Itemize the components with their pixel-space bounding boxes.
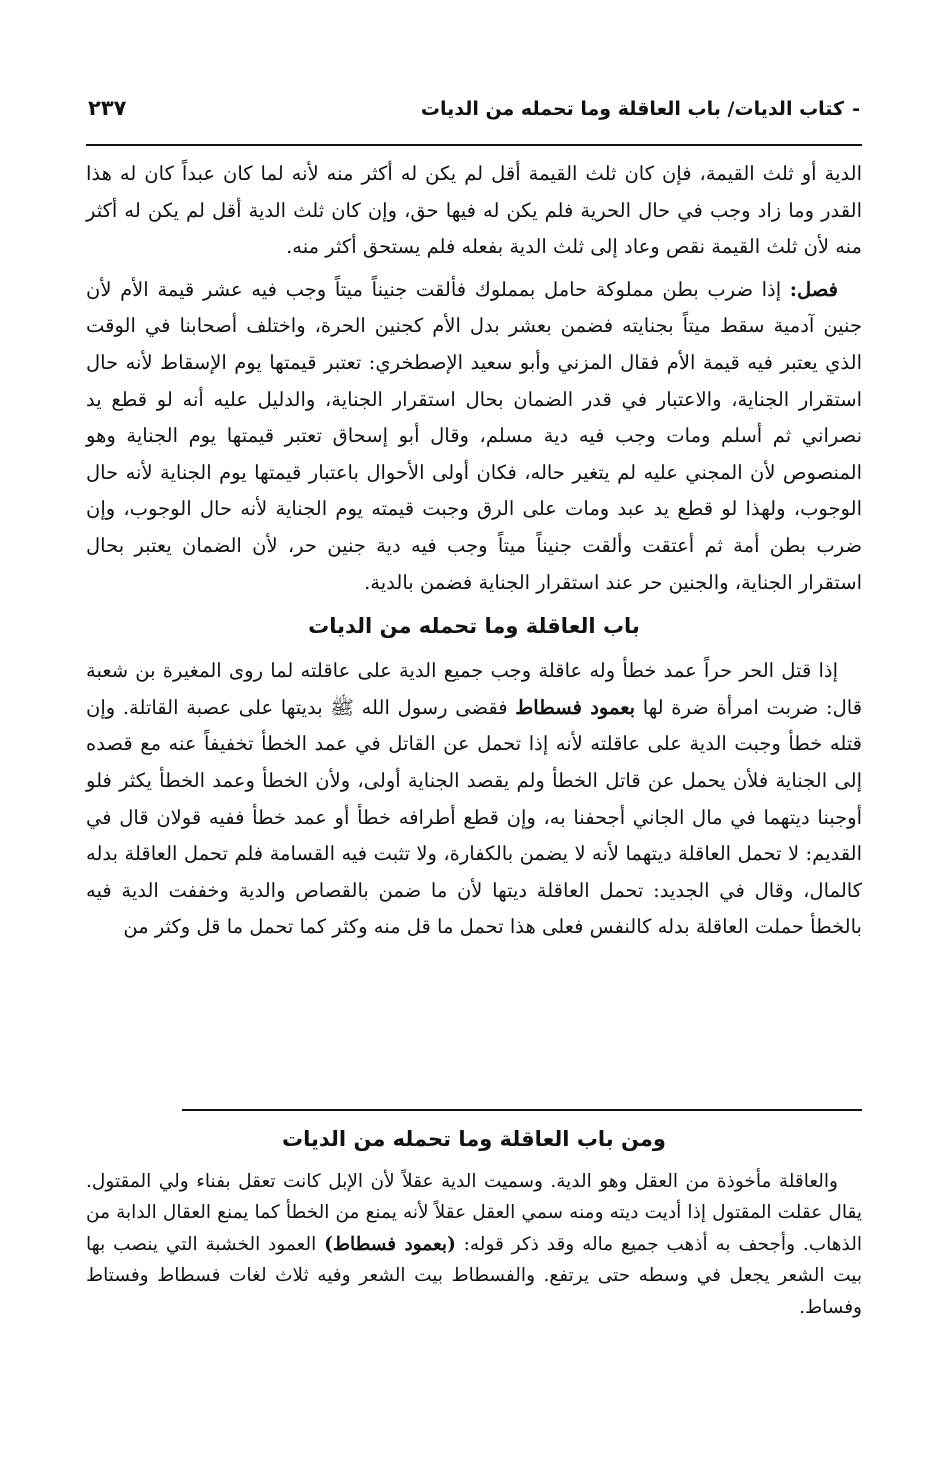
footnote-bold-phrase: (بعمود فسطاط) [324, 1233, 456, 1255]
page-header [86, 96, 862, 144]
aqila-text-part1: إذا قتل الحر حراً عمد خطأ وله عاقلة وجب جميع الدية على عاقلته لما روى المغيرة بن شعبة قال: ضربت امرأة ضرة لها [86, 659, 863, 719]
running-title-text: كتاب الديات/ باب العاقلة وما تحمله من الديات [420, 98, 845, 120]
running-title [421, 98, 860, 120]
page-number: ٢٣٧ [88, 96, 127, 120]
footnote-text-part1: والعاقلة مأخوذة من العقل وهو الدية. وسميت الدية عقلاً لأن الإبل كانت تعقل بفناء ولي المقتول. يقال عقلت المقتول إذا أديت ديته ومنه سمي العقل عقلاً لأنه يمنع من الخطأ كما يمنع العقال الدابة من الذهاب. وأجحف به أذهب جميع ماله وقد ذكر قوله: [86, 1171, 863, 1255]
footnote-paragraph [86, 1166, 862, 1323]
paragraph-aqila [86, 653, 862, 946]
section-heading: باب العاقلة وما تحمله من الديات [308, 614, 640, 639]
footnote-section [86, 1120, 862, 1323]
header-bullet: - [852, 98, 860, 120]
header-rule [86, 144, 862, 146]
footnote-text-part2: العمود الخشبة التي ينصب بها بيت الشعر يجعل في وسطه حتى يرتفع. والفسطاط بيت الشعر وفيه ثلاث لغات فسطاط وفستاط وفساط. [86, 1233, 862, 1318]
paragraph-continuation: الدية أو ثلث القيمة، فإن كان ثلث القيمة أقل لم يكن له أكثر منه لأنه لما كان عبداً كان له هذا القدر وما زاد وجب في حال الحرية فلم يكن له فيها حق، وإن كان ثلث الدية أقل لم يكن له أكثر منه لأن ثلث القيمة نقص وعاد إلى ثلث الدية بفعله فلم يستحق أكثر منه. [86, 162, 862, 259]
fasl-text: إذا ضرب بطن مملوكة حامل بمملوك فألقت جنيناً ميتاً وجب فيه عشر قيمة الأم لأن جنين آدمية سقط ميتاً بجنايته فضمن بعشر بدل الأم كجنين الحرة، واختلف أصحابنا في الوقت الذي يعتبر فيه قيمة الأم فقال المزني وأبو سعيد الإصطخري: تعتبر قيمتها يوم الإسقاط لأنه حال استقرار الجناية، والاعتبار في قدر الضمان بحال استقرار الجناية، والدليل عليه أنه لو قطع يد نصراني ثم أسلم ومات وجب فيه دية مسلم، وقال أبو إسحاق تعتبر قيمتها يوم الجناية وهو المنصوص لأن المجني عليه لم يتغير حاله، فكان أولى الأحوال باعتبار قيمتها يوم الجناية لأنه حال الوجوب، ولهذا لو قطع يد عبد ومات على الرق وجبت قيمته يوم الجناية لأنه حال الوجوب، وإن ضرب بطن أمة ثم أعتقت وألقت جنيناً ميتاً وجب فيه دية جنين حر، لأن الضمان يعتبر بحال استقرار الجناية، والجنين حر عند استقرار الجناية فضمن بالدية. [86, 277, 862, 594]
aqila-bold-phrase: بعمود فسطاط [515, 695, 636, 719]
aqila-text-part2: فقضى رسول الله ﷺ بديتها على عصبة القاتلة. وإن قتله خطأ وجبت الدية على عاقلته لأنه إذا تحمل عن القاتل في عمد الخطأ تخفيفاً عنه مع قصده إلى الجناية فلأن يحمل عن قاتل الخطأ ولم يقصد الجناية أولى، ولأن الخطأ وعمد الخطأ يكثر فلو أوجبنا ديتهما في مال الجاني أجحفنا به، وإن قطع أطرافه خطأ أو عمد خطأ ففيه قولان قال في القديم: لا تحمل العاقلة ديتهما لأنه لا يضمن بالكفارة، ولا تثبت فيه القسامة فلم تحمل العاقلة بدله كالمال، وقال في الجديد: تحمل العاقلة ديتها لأن ما ضمن بالقصاص والدية وخففت الدية فيه بالخطأ حملت العاقلة بدله كالنفس فعلى هذا تحمل ما قل منه وكثر كما تحمل ما قل وكثر من [86, 695, 862, 939]
fasl-label: فصل: [789, 277, 838, 301]
footnote-heading: ومن باب العاقلة وما تحمله من الديات [282, 1127, 666, 1151]
footnote-rule [182, 1109, 862, 1111]
book-page [86, 96, 862, 1456]
paragraph-fasl [86, 272, 862, 601]
